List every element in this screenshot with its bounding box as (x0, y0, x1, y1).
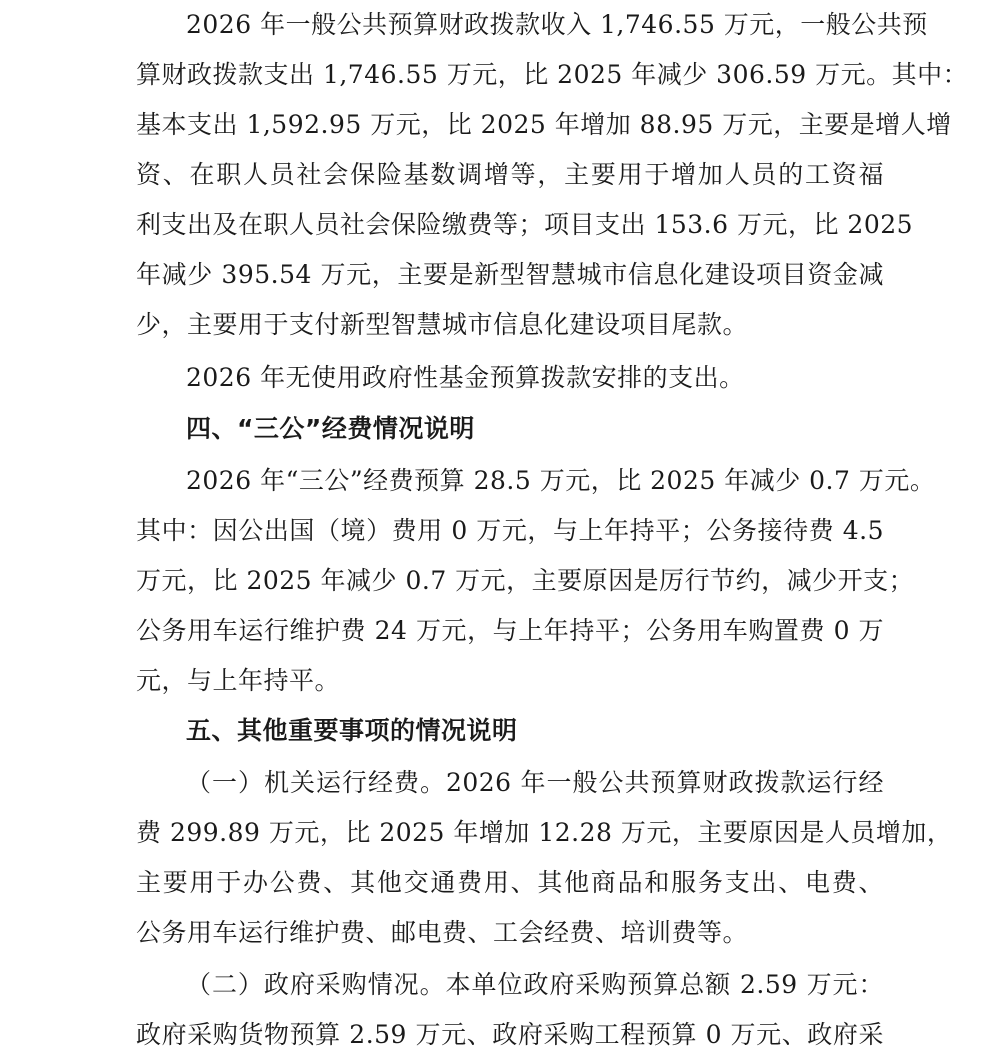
section-heading: 五、其他重要事项的情况说明 (186, 716, 518, 745)
paragraph-line: 算财政拨款支出 1,746.55 万元，比 2025 年减少 306.59 万元。其中： (136, 60, 969, 89)
paragraph-line: 少，主要用于支付新型智慧城市信息化建设项目尾款。 (136, 310, 749, 339)
paragraph-line: 年减少 395.54 万元，主要是新型智慧城市信息化建设项目资金减 (136, 260, 884, 289)
paragraph-line: 2026 年“三公”经费预算 28.5 万元，比 2025 年减少 0.7 万元。 (186, 466, 936, 495)
paragraph-line: 利支出及在职人员社会保险缴费等；项目支出 153.6 万元，比 2025 (136, 210, 914, 239)
paragraph-line: 公务用车运行维护费 24 万元，与上年持平；公务用车购置费 0 万 (136, 616, 884, 645)
paragraph-line: 元，与上年持平。 (136, 666, 341, 695)
paragraph-line: （一）机关运行经费。2026 年一般公共预算财政拨款运行经 (186, 768, 884, 797)
paragraph-line: 主要用于办公费、其他交通费用、其他商品和服务支出、电费、 (136, 868, 884, 897)
paragraph-line: （二）政府采购情况。本单位政府采购预算总额 2.59 万元： (186, 970, 884, 999)
paragraph-line: 2026 年一般公共预算财政拨款收入 1,746.55 万元，一般公共预 (186, 10, 928, 39)
paragraph-line: 公务用车运行维护费、邮电费、工会经费、培训费等。 (136, 918, 749, 947)
paragraph-line: 资、在职人员社会保险基数调增等，主要用于增加人员的工资福 (136, 160, 884, 189)
paragraph-line: 万元，比 2025 年减少 0.7 万元，主要原因是厉行节约，减少开支； (136, 566, 915, 595)
paragraph-line: 政府采购货物预算 2.59 万元、政府采购工程预算 0 万元、政府采 (136, 1020, 884, 1049)
paragraph-line: 基本支出 1,592.95 万元，比 2025 年增加 88.95 万元，主要是增人增 (136, 110, 952, 139)
paragraph-line: 费 299.89 万元，比 2025 年增加 12.28 万元，主要原因是人员增加， (136, 818, 953, 847)
paragraph-line: 2026 年无使用政府性基金预算拨款安排的支出。 (186, 363, 745, 392)
section-heading: 四、“三公”经费情况说明 (186, 414, 475, 443)
paragraph-line: 其中：因公出国（境）费用 0 万元，与上年持平；公务接待费 4.5 (136, 516, 884, 545)
